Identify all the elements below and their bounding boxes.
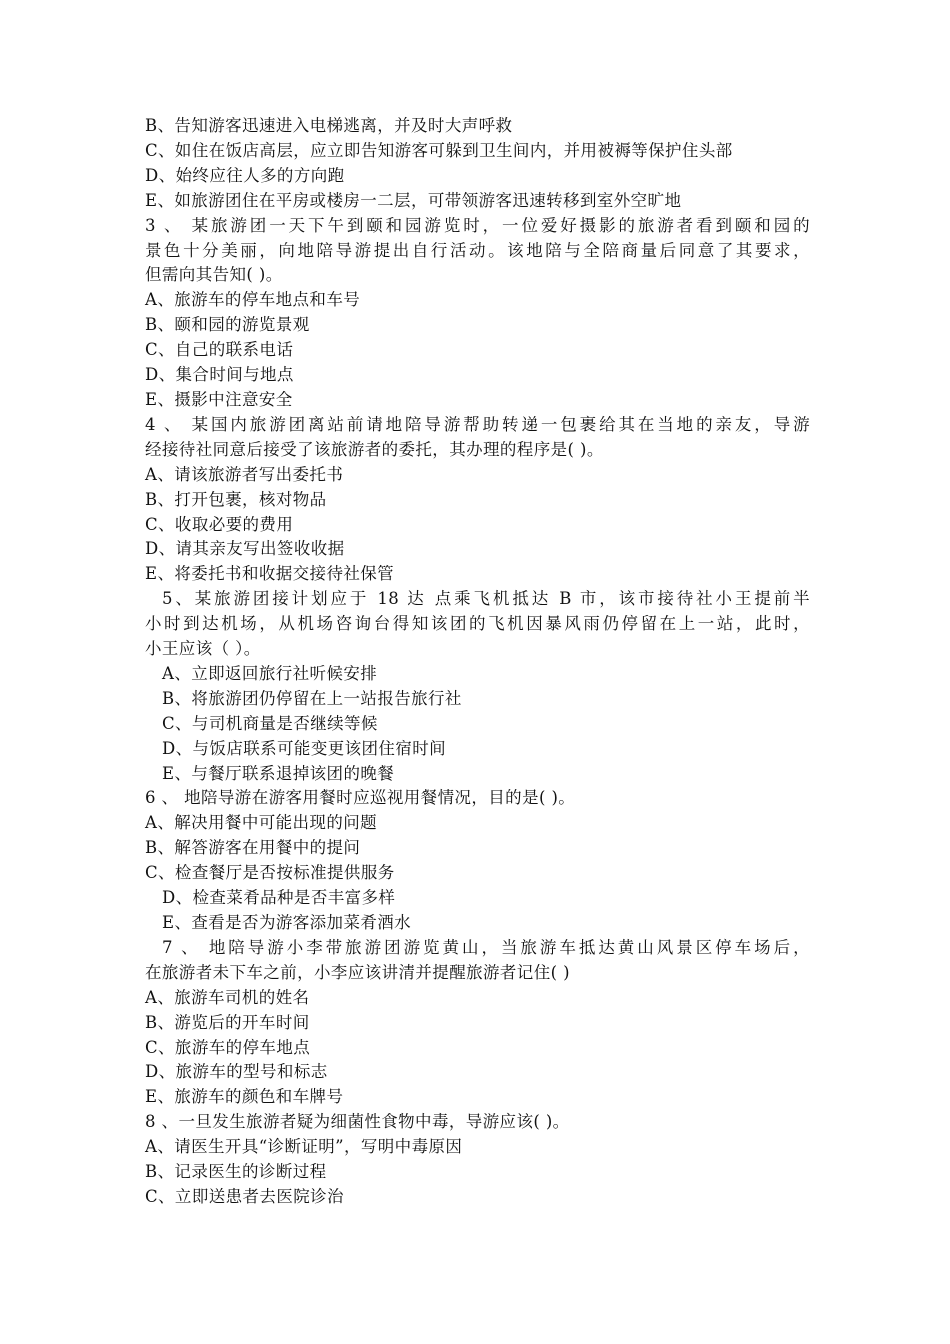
question-5-line: 小王应该（ ）。 [145,639,261,659]
option-line: E、查看是否为游客添加菜肴酒水 [162,913,412,932]
option-line: B、告知游客迅速进入电梯逃离，并及时大声呼救 [145,116,513,135]
option-line: B、将旅游团仍停留在上一站报告旅行社 [162,688,462,708]
option-line: C、收取必要的费用 [145,514,294,534]
option-line: C、立即送患者去医院诊治 [145,1186,344,1206]
option-line: C、旅游车的停车地点 [145,1037,311,1057]
question-5-line: 5、某旅游团接计划应于 18 达 点乘飞机抵达 B 市，该市接待社小王提前半 [162,589,810,609]
option-line: B、记录医生的诊断过程 [145,1162,327,1182]
option-line: D、旅游车的型号和标志 [145,1062,328,1082]
question-4-line: 经接待社同意后接受了该旅游者的委托，其办理的程序是( )。 [145,439,604,459]
option-line: A、请该旅游者写出委托书 [145,464,344,484]
option-line: D、始终应往人多的方向跑 [145,165,345,185]
option-line: A、请医生开具“诊断证明”，写明中毒原因 [145,1137,463,1157]
option-line: B、打开包裹，核对物品 [145,489,327,509]
question-6-line: 6 、 地陪导游在游客用餐时应巡视用餐情况，目的是( )。 [145,788,576,808]
question-7-line: 在旅游者未下车之前，小李应该讲清并提醒旅游者记住( ) [145,962,570,982]
option-line: D、与饭店联系可能变更该团住宿时间 [162,738,447,758]
question-8-line: 8 、一旦发生旅游者疑为细菌性食物中毒，导游应该( )。 [145,1112,570,1132]
question-3-line: 景色十分美丽，向地陪导游提出自行活动。该地陪与全陪商量后同意了其要求， [145,240,810,260]
option-line: E、旅游车的颜色和车牌号 [145,1087,344,1107]
option-line: E、如旅游团住在平房或楼房一二层，可带领游客迅速转移到室外空旷地 [145,190,682,210]
option-line: C、如住在饭店高层，应立即告知游客可躲到卫生间内，并用被褥等保护住头部 [145,140,733,160]
option-line: A、解决用餐中可能出现的问题 [145,813,378,833]
option-line: C、与司机商量是否继续等候 [162,713,378,733]
option-line: E、将委托书和收据交接待社保管 [145,564,395,584]
question-text [145,114,810,1210]
question-3-line: 但需向其告知( )。 [145,265,283,285]
option-line: C、检查餐厅是否按标准提供服务 [145,863,395,883]
option-line: D、集合时间与地点 [145,365,294,385]
option-line: B、解答游客在用餐中的提问 [145,838,361,858]
option-line: D、请其亲友写出签收收据 [145,539,345,559]
option-line: A、旅游车司机的姓名 [145,987,310,1007]
option-line: A、旅游车的停车地点和车号 [145,290,361,310]
question-3-line: 3 、 某旅游团一天下午到颐和园游览时，一位爱好摄影的旅游者看到颐和园的 [145,215,810,235]
option-line: B、游览后的开车时间 [145,1012,310,1032]
question-7-line: 7 、 地陪导游小李带旅游团游览黄山，当旅游车抵达黄山风景区停车场后， [162,937,810,957]
option-line: A、立即返回旅行社听候安排 [162,663,378,683]
option-line: C、自己的联系电话 [145,340,294,360]
option-line: E、摄影中注意安全 [145,389,293,409]
option-line: D、检查菜肴品种是否丰富多样 [162,888,396,908]
option-line: E、与餐厅联系退掉该团的晚餐 [162,763,395,783]
question-4-line: 4 、 某国内旅游团离站前请地陪导游帮助转递一包裹给其在当地的亲友，导游 [145,414,810,434]
option-line: B、颐和园的游览景观 [145,315,310,335]
question-5-line: 小时到达机场，从机场咨询台得知该团的飞机因暴风雨仍停留在上一站，此时， [145,614,810,634]
